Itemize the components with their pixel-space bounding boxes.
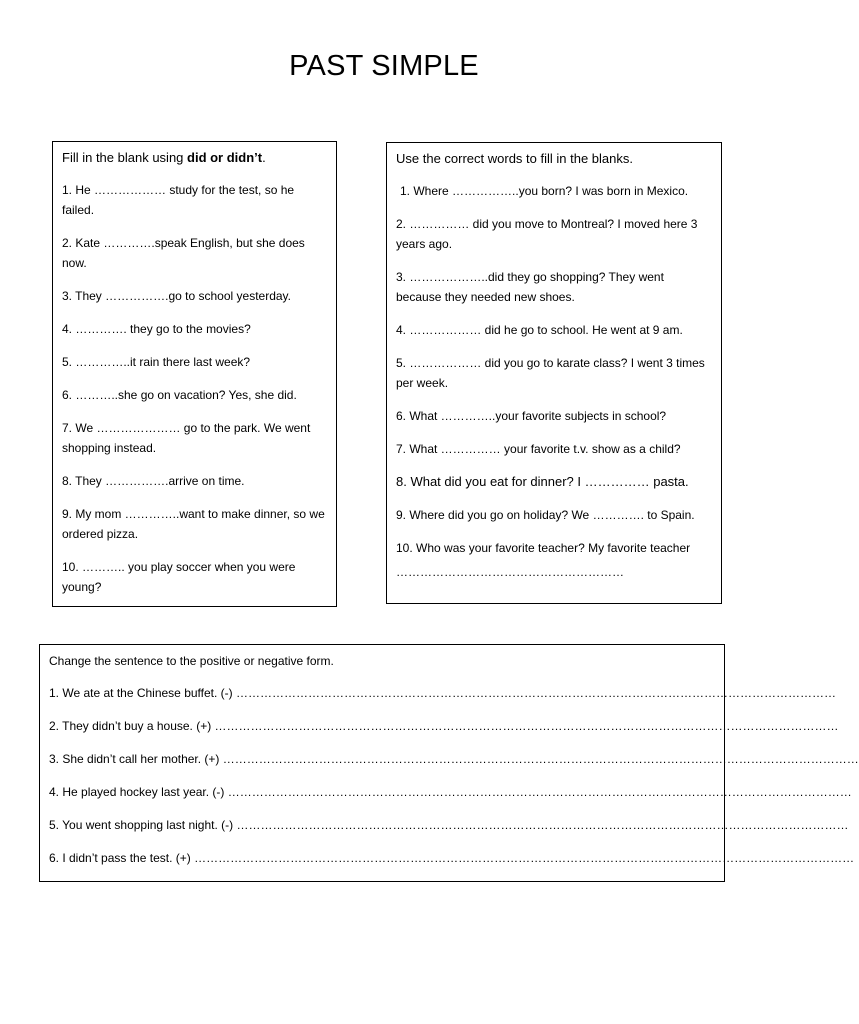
instruction-emphasis: did or didn’t: [187, 150, 263, 165]
exercise-2-question: 2. …………… did you move to Montreal? I moved here 3 years ago.: [396, 217, 698, 251]
exercise-1-question: 3. They …………….go to school yesterday.: [62, 289, 291, 303]
page-title: PAST SIMPLE: [289, 50, 479, 82]
exercise-1-question: 8. They …………….arrive on time.: [62, 474, 245, 488]
exercise-3-sentence: 5. You went shopping last night. (-) ………………………………………………………………………………………………………………………………………: [49, 818, 849, 832]
exercise-2-question: 6. What …………..your favorite subjects in school?: [396, 409, 667, 423]
exercise-2-instruction: Use the correct words to fill in the blanks.: [396, 151, 633, 166]
exercise-3-sentence: 4. He played hockey last year. (-) …………………………………………………………………………………………………………………………………………: [49, 785, 852, 799]
question-words-exercise-box: [386, 142, 722, 604]
exercise-3-sentence: 2. They didn’t buy a house. (+) …………………………………………………………………………………………………………………………………………: [49, 719, 839, 733]
exercise-1-question: 7. We ………………… go to the park. We went shopping instead.: [62, 421, 311, 455]
positive-negative-exercise-box: [39, 644, 859, 882]
exercise-2-question: 10. Who was your favorite teacher? My favorite teacher: [396, 541, 691, 555]
exercise-1-instruction: [62, 149, 327, 166]
exercise-2-question: 8. What did you eat for dinner? I …………… pasta.: [396, 474, 689, 489]
exercise-3-instruction: Change the sentence to the positive or negative form.: [49, 654, 334, 668]
exercise-3-sentence: 1. We ate at the Chinese buffet. (-) ……………………………………………………………………………………………………………………………………: [49, 686, 836, 700]
exercise-2-question: 9. Where did you go on holiday? We …………. to Spain.: [396, 508, 695, 522]
did-didnt-exercise-box: [52, 141, 337, 607]
exercise-2-question: 7. What …………… your favorite t.v. show as a child?: [396, 442, 681, 456]
exercise-1-question: 6. ………..she go on vacation? Yes, she did.: [62, 388, 297, 402]
exercise-1-question: 5. …………..it rain there last week?: [62, 355, 251, 369]
exercise-1-question: 9. My mom …………..want to make dinner, so we ordered pizza.: [62, 507, 325, 541]
exercise-3-sentence: 6. I didn’t pass the test. (+) …………………………………………………………………………………………………………………………………………………: [49, 851, 855, 865]
exercise-1-question: 4. …………. they go to the movies?: [62, 322, 251, 336]
instruction-prefix: Fill in the blank using: [62, 150, 188, 165]
exercise-1-question: 10. ……….. you play soccer when you were young?: [62, 560, 296, 594]
exercise-2-question: 4. ……………… did he go to school. He went at 9 am.: [396, 323, 683, 337]
exercise-1-question: 2. Kate ………….speak English, but she does now.: [62, 236, 305, 270]
exercise-1-question: 1. He ……………… study for the test, so he failed.: [62, 183, 295, 217]
instruction-suffix: .: [262, 150, 266, 165]
exercise-2-question: 3. ………………..did they go shopping? They went because they needed new shoes.: [396, 270, 664, 304]
exercise-2-answer-line: …………………………………………………: [396, 565, 624, 579]
exercise-2-question: 1. Where ……………..you born? I was born in Mexico.: [400, 184, 689, 198]
exercise-2-question: 5. ……………… did you go to karate class? I went 3 times per week.: [396, 356, 705, 390]
exercise-3-sentence: 3. She didn’t call her mother. (+) ……………………………………………………………………………………………………………………………………………: [49, 752, 859, 766]
